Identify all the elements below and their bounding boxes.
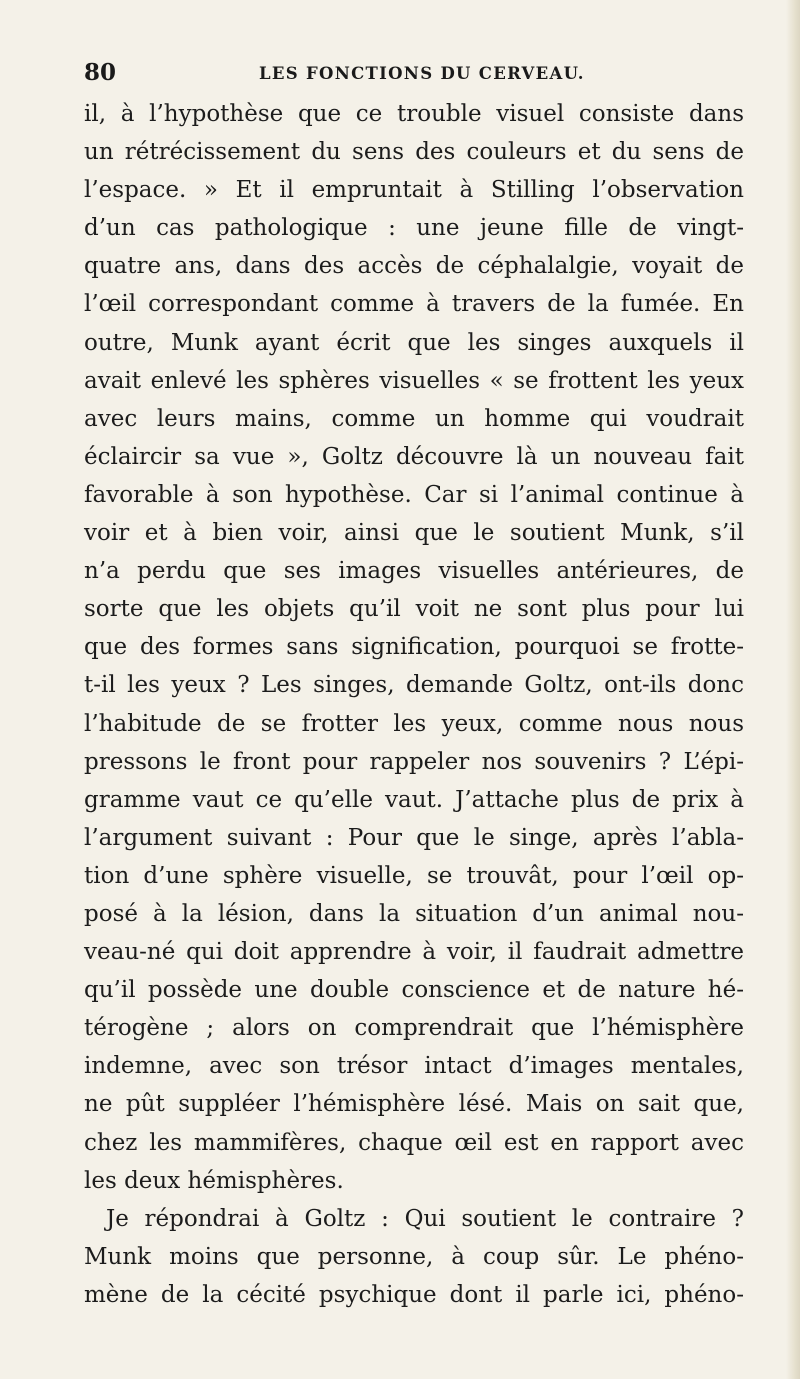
text-line: chez les mammifères, chaque œil est en rapport avec xyxy=(84,1129,744,1156)
text-line: d’un cas pathologique : une jeune fille de vingt- xyxy=(84,215,744,242)
text-line: pressons le front pour rappeler nos souvenirs ? L’épi- xyxy=(84,748,744,775)
text-line: que des formes sans signification, pourquoi se frotte- xyxy=(84,634,744,661)
text-line: térogène ; alors on comprendrait que l’hémisphère xyxy=(84,1015,744,1042)
paragraph-first-line: Je répondrai à Goltz : Qui soutient le contraire ? xyxy=(106,1205,744,1232)
running-title: LES FONCTIONS DU CERVEAU. xyxy=(259,64,585,83)
text-line: ne pût suppléer l’hémisphère lésé. Mais on sait que, xyxy=(84,1091,744,1118)
paragraph-last-line: les deux hémisphères. xyxy=(84,1167,344,1194)
text-line: posé à la lésion, dans la situation d’un animal nou- xyxy=(84,900,744,927)
text-line: sorte que les objets qu’il voit ne sont plus pour lui xyxy=(84,596,744,623)
text-line: il, à l’hypothèse que ce trouble visuel consiste dans xyxy=(84,101,744,127)
text-line: veau-né qui doit apprendre à voir, il faudrait admettre xyxy=(84,939,744,966)
running-head xyxy=(84,58,744,92)
text-line: tion d’une sphère visuelle, se trouvât, pour l’œil op- xyxy=(84,862,744,889)
text-line: mène de la cécité psychique dont il parle ici, phéno- xyxy=(84,1281,744,1308)
text-line: qu’il possède une double conscience et de nature hé- xyxy=(84,977,744,1004)
text-line: l’argument suivant : Pour que le singe, après l’abla- xyxy=(84,824,744,851)
text-line: l’œil correspondant comme à travers de la fumée. En xyxy=(84,291,744,318)
text-line: outre, Munk ayant écrit que les singes auxquels il xyxy=(84,329,744,356)
page-edge-shadow xyxy=(786,0,800,1379)
text-line: t-il les yeux ? Les singes, demande Goltz, ont-ils donc xyxy=(84,672,744,699)
text-line: n’a perdu que ses images visuelles antérieures, de xyxy=(84,558,744,585)
text-line: avec leurs mains, comme un homme qui voudrait xyxy=(84,405,744,432)
text-line: un rétrécissement du sens des couleurs et du sens de xyxy=(84,139,744,166)
text-line: avait enlevé les sphères visuelles « se frottent les yeux xyxy=(84,367,744,394)
text-line: Munk moins que personne, à coup sûr. Le phéno- xyxy=(84,1243,744,1270)
text-line: éclaircir sa vue », Goltz découvre là un nouveau fait xyxy=(84,443,744,470)
page-number: 80 xyxy=(84,59,117,86)
text-line: indemne, avec son trésor intact d’images mentales, xyxy=(84,1053,744,1080)
text-line: l’espace. » Et il empruntait à Stilling l’observation xyxy=(84,177,744,204)
text-line: gramme vaut ce qu’elle vaut. J’attache plus de prix à xyxy=(84,786,744,813)
text-line: favorable à son hypothèse. Car si l’animal continue à xyxy=(84,481,744,508)
text-line: quatre ans, dans des accès de céphalalgie, voyait de xyxy=(84,253,744,280)
text-line: voir et à bien voir, ainsi que le soutient Munk, s’il xyxy=(84,520,744,547)
body-text xyxy=(84,95,744,1314)
text-line: l’habitude de se frotter les yeux, comme nous nous xyxy=(84,710,744,737)
